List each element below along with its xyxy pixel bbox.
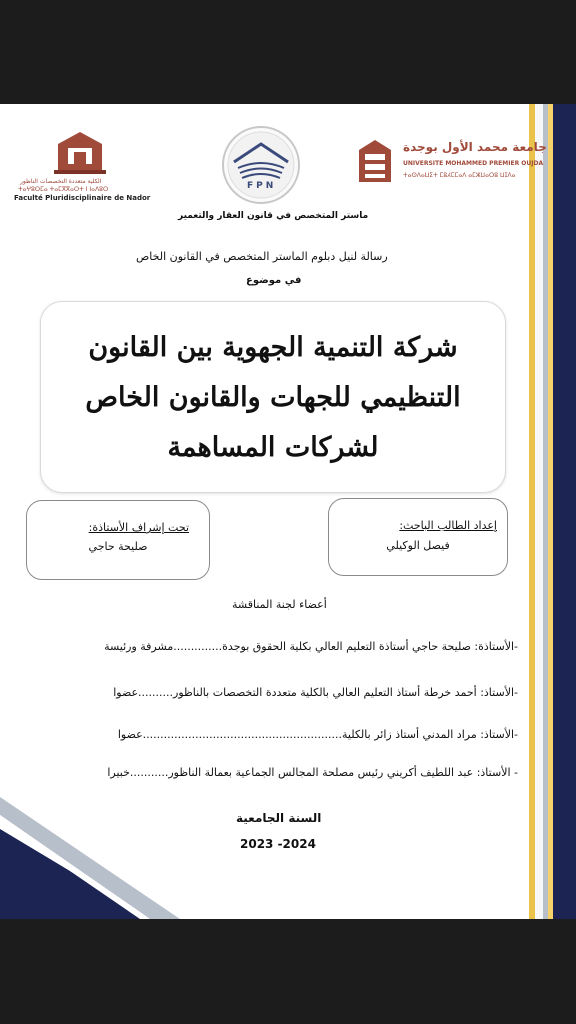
committee-member-4-role: ...........خبيرا — [107, 766, 169, 779]
faculty-name-tifinagh: ⵜⴰⵖⵓⵔⵎⴰ ⵜⴰⵎⴳⴳⴰⵔⵜ ⵏ ⵏⴰⴷⵓⵔ — [18, 186, 109, 193]
program-name: ماستر المتخصص في قانون العقار والتعمير — [178, 211, 369, 221]
fpn-logo — [220, 124, 302, 206]
committee-member-3 — [22, 728, 518, 741]
fpn-letters: FPN — [247, 181, 277, 191]
faculty-name-fr: Faculté Pluridisciplinaire de Nador — [14, 194, 151, 202]
university-name-ar: جامعة محمد الأول بوجدة — [403, 140, 547, 154]
faculty-logo — [12, 128, 152, 208]
supervisor-name: صليحة حاجي — [88, 540, 148, 553]
student-name: فيصل الوكيلي — [386, 539, 450, 552]
committee-heading: أعضاء لجنة المناقشة — [232, 598, 327, 611]
committee-member-4 — [22, 766, 518, 779]
supervisor-box — [26, 500, 210, 580]
committee-member-1-role: ..............مشرفة ورئيسة — [104, 640, 223, 653]
supervisor-label: تحت إشراف الأستاذة: — [88, 521, 189, 534]
subject-intro: في موضوع — [246, 275, 302, 286]
committee-member-3-text: -الأستاذ: مراد المدني أستاذ زائر بالكلية — [342, 728, 518, 741]
decor-corner-wedge — [0, 759, 180, 919]
thesis-title-line-2: التنظيمي للجهات والقانون الخاص — [85, 382, 461, 413]
thesis-title-box — [40, 301, 506, 493]
fpn-emblem-icon — [220, 124, 302, 206]
thesis-title-line-3: لشركات المساهمة — [167, 432, 379, 463]
faculty-name-ar: الكلية متعددة التخصصات الناظور — [20, 178, 102, 185]
university-name-fr: UNIVERSITE MOHAMMED PREMIER OUJDA — [403, 160, 544, 167]
decor-stripe-white — [535, 104, 543, 919]
student-label: إعداد الطالب الباحث: — [399, 519, 497, 532]
academic-year-label: السنة الجامعية — [236, 811, 322, 825]
university-logo — [355, 134, 547, 204]
committee-member-1-text: -الأستاذة: صليحة حاجي أستاذة التعليم العالي بكلية الحقوق بوجدة — [222, 640, 518, 653]
decor-stripe-navy — [553, 104, 576, 919]
thesis-title-line-1: شركة التنمية الجهوية بين القانون — [88, 332, 458, 363]
faculty-emblem-icon — [50, 130, 110, 176]
committee-member-1 — [22, 640, 518, 653]
academic-year: 2023 -2024 — [240, 837, 316, 851]
student-box — [328, 498, 508, 576]
thesis-purpose: رسالة لنيل دبلوم الماستر المتخصص في القانون الخاص — [136, 250, 388, 263]
committee-member-2 — [22, 686, 518, 699]
university-emblem-icon — [355, 138, 395, 188]
committee-member-3-role: .........................................................عضوا — [117, 728, 342, 741]
committee-member-2-role: ..........عضوا — [113, 686, 174, 699]
university-name-tifinagh: ⵜⴰⵙⴷⴰⵡⵉⵜ ⵎⵓⵃⵎⵎⴰⴷ ⴰⵎⵣⵡⴰⵔⵓ ⵡⵊⴷⴰ — [403, 172, 516, 179]
committee-member-4-text: - الأستاذ: عبد اللطيف أكريني رئيس مصلحة المجالس الجماعية بعمالة الناظور — [168, 766, 518, 779]
committee-member-2-text: -الأستاذ: أحمد خرطة أستاذ التعليم العالي بالكلية متعددة التخصصات بالناظور — [173, 686, 518, 699]
document-page — [0, 104, 576, 919]
